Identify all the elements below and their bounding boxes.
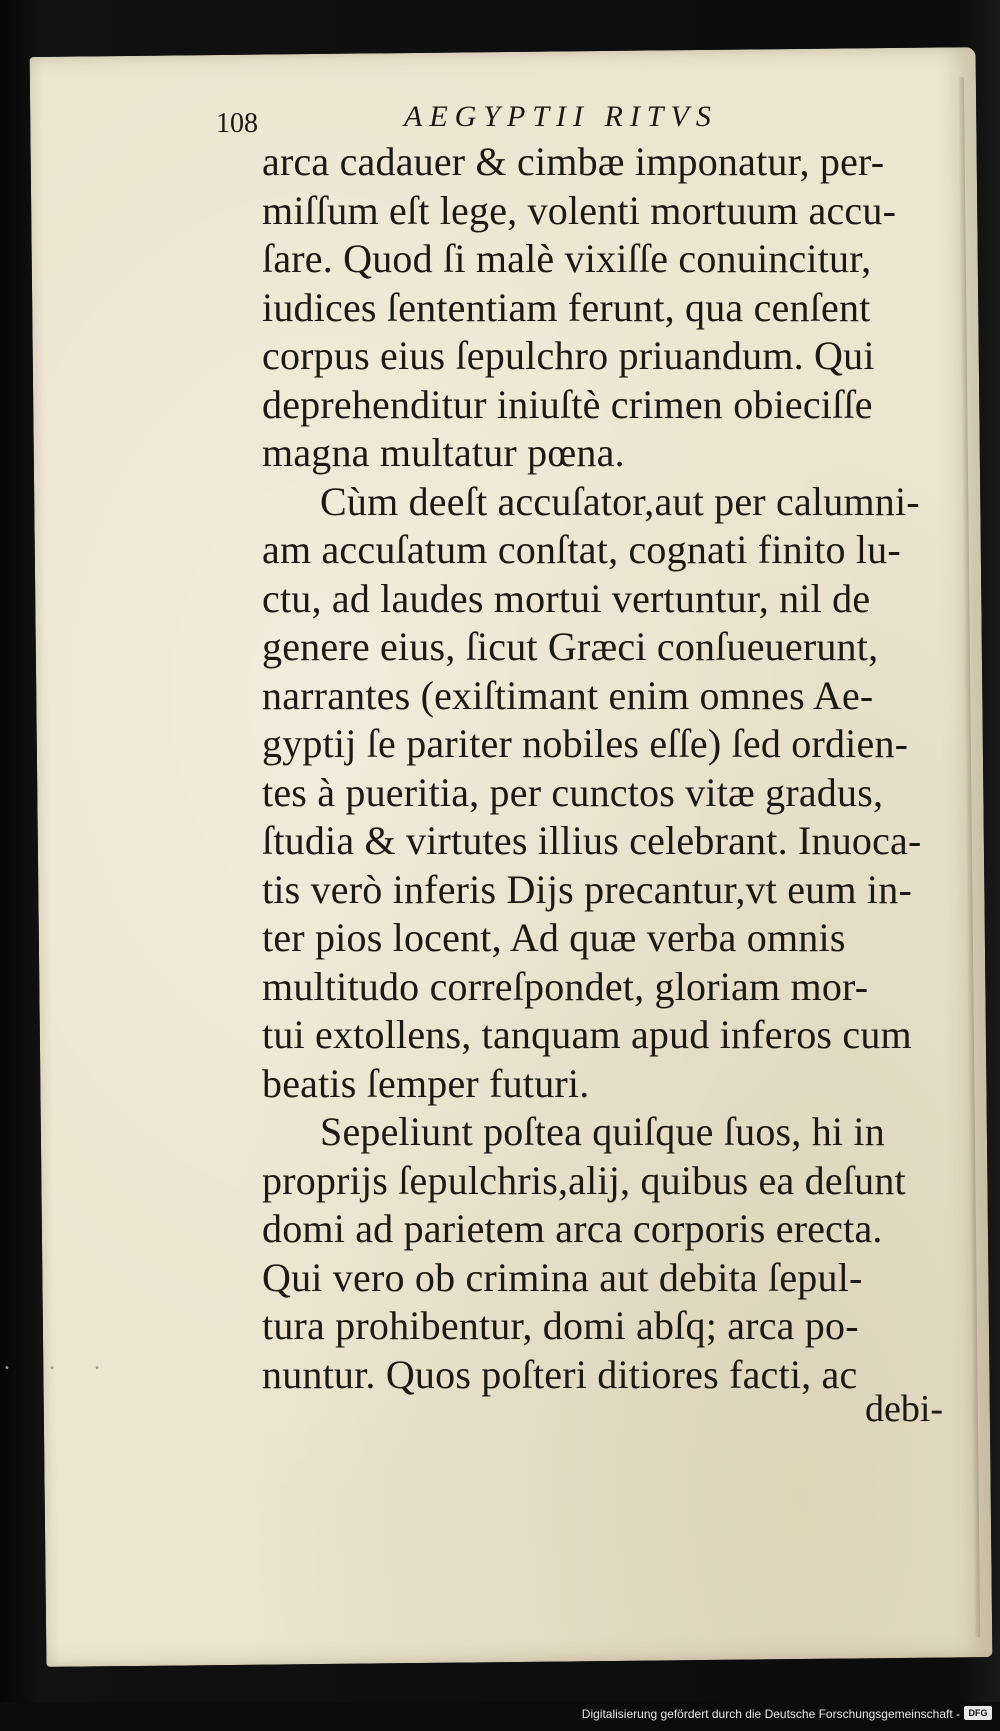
text-line: beatis ſemper futuri. xyxy=(262,1060,590,1106)
text-line: multitudo correſpondet, gloriam mor- xyxy=(262,963,869,1009)
text-line: magna multatur pœna. xyxy=(262,430,625,475)
text-line: genere eius, ſicut Græci conſueuerunt, xyxy=(262,624,879,669)
text-line: am accuſatum conſtat, cognati finito lu- xyxy=(262,527,901,572)
text-line: tui extollens, tanquam apud inferos cum xyxy=(262,1012,912,1057)
text-line: gyptij ſe pariter nobiles eſſe) ſed ordien- xyxy=(262,721,909,766)
text-line: ſare. Quod ſi malè vixiſſe conuincitur, xyxy=(262,236,872,281)
dfg-logo: DFG xyxy=(964,1706,992,1720)
text-line: ter pios locent, Ad quæ verba omnis xyxy=(262,915,846,960)
text-line: proprijs ſepulchris,alij, quibus ea deſunt xyxy=(262,1157,906,1203)
text-line: corpus eius ſepulchro priuandum. Qui xyxy=(262,333,875,378)
body-text xyxy=(262,138,942,1399)
page-header xyxy=(216,100,826,140)
paragraph-start-line: Cùm deeſt accuſator,aut per calumni- xyxy=(320,478,920,524)
text-line: nuntur. Quos poſteri ditiores facti, ac xyxy=(262,1351,858,1397)
text-line: tes à pueritia, per cunctos vitæ gradus, xyxy=(262,769,884,815)
text-line: Qui vero ob crimina aut debita ſepul- xyxy=(262,1254,863,1300)
text-line: deprehenditur iniuſtè crimen obieciſſe xyxy=(262,381,873,427)
text-line: narrantes (exiſtimant enim omnes Ae- xyxy=(262,672,874,718)
text-line: miſſum eſt lege, volenti mortuum accu- xyxy=(262,187,897,233)
digitization-credit: Digitalisierung gefördert durch die Deutsche Forschungsgemeinschaft - xyxy=(581,1707,960,1721)
text-line: domi ad parietem arca corporis erecta. xyxy=(262,1206,883,1251)
paragraph-start-line: Sepeliunt poſtea quiſque ſuos, hi in xyxy=(320,1109,885,1154)
text-line: ſtudia & virtutes illius celebrant. Inuoca- xyxy=(262,818,922,863)
page-number: 108 xyxy=(216,108,258,139)
text-line: tis verò inferis Dijs precantur,vt eum in- xyxy=(262,866,912,912)
scan-margin-marks: • • • xyxy=(4,1363,119,1374)
text-line: iudices ſententiam ferunt, qua cenſent xyxy=(262,284,871,330)
text-line: ctu, ad laudes mortui vertuntur, nil de xyxy=(262,575,871,621)
text-line: arca cadauer & cimbæ imponatur, per- xyxy=(262,139,885,184)
running-title: AEGYPTII RITVS xyxy=(404,100,718,133)
catchword: debi- xyxy=(865,1388,944,1430)
page-edge-shadow xyxy=(958,77,980,1637)
text-line: tura prohibentur, domi abſq; arca po- xyxy=(262,1303,859,1348)
